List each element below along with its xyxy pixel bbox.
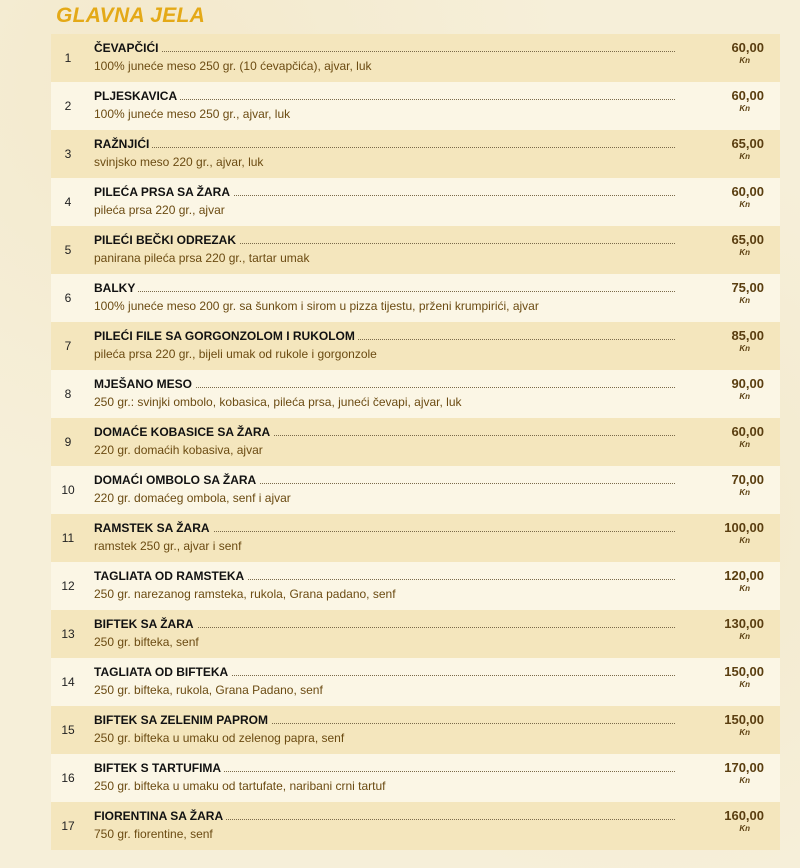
menu-item	[51, 610, 780, 658]
item-name: PILEĆA PRSA SA ŽARA	[94, 185, 231, 199]
menu-item	[51, 754, 780, 802]
menu-item	[51, 82, 780, 130]
item-description: panirana pileća prsa 220 gr., tartar umak	[94, 251, 310, 265]
item-number: 6	[64, 291, 72, 305]
item-name: PLJESKAVICA	[94, 89, 178, 103]
item-number: 1	[64, 51, 72, 65]
item-description: 250 gr. bifteka u umaku od zelenog papra, senf	[94, 731, 345, 745]
item-currency: Kn	[739, 536, 750, 545]
item-description: 100% juneće meso 250 gr. (10 ćevapčića), ajvar, luk	[94, 59, 372, 73]
menu-item	[51, 466, 780, 514]
dotted-leader	[94, 291, 675, 292]
item-currency: Kn	[739, 296, 750, 305]
item-name: ČEVAPČIĆI	[94, 41, 159, 55]
item-name: BIFTEK S TARTUFIMA	[94, 761, 222, 775]
item-price: 90,00	[731, 376, 764, 391]
item-price: 170,00	[724, 760, 764, 775]
item-currency: Kn	[739, 440, 750, 449]
item-currency: Kn	[739, 776, 750, 785]
menu-item	[51, 274, 780, 322]
menu-item	[51, 226, 780, 274]
item-number: 3	[64, 147, 72, 161]
item-currency: Kn	[739, 392, 750, 401]
menu-item	[51, 514, 780, 562]
item-description: 250 gr.: svinjki ombolo, kobasica, pileća prsa, juneći čevapi, ajvar, luk	[94, 395, 462, 409]
item-description: 100% juneće meso 200 gr. sa šunkom i sirom u pizza tijestu, prženi krumpirići, ajvar	[94, 299, 539, 313]
item-number: 8	[64, 387, 72, 401]
item-name-line	[94, 569, 675, 583]
item-name-line	[94, 473, 675, 487]
menu-list	[51, 34, 780, 850]
item-name-line	[94, 713, 675, 727]
item-currency: Kn	[739, 728, 750, 737]
item-description: 220 gr. domaćih kobasiva, ajvar	[94, 443, 263, 457]
item-currency: Kn	[739, 200, 750, 209]
menu-item	[51, 658, 780, 706]
item-description: 250 gr. bifteka, senf	[94, 635, 199, 649]
item-description: pileća prsa 220 gr., bijeli umak od rukole i gorgonzole	[94, 347, 377, 361]
item-currency: Kn	[739, 584, 750, 593]
dotted-leader	[94, 51, 675, 52]
item-name: FIORENTINA SA ŽARA	[94, 809, 224, 823]
section-title: GLAVNA JELA	[56, 4, 206, 27]
menu-item	[51, 706, 780, 754]
item-description: svinjsko meso 220 gr., ajvar, luk	[94, 155, 264, 169]
item-price: 120,00	[724, 568, 764, 583]
item-name: DOMAĆE KOBASICE SA ŽARA	[94, 425, 271, 439]
menu-item	[51, 418, 780, 466]
item-name: TAGLIATA OD BIFTEKA	[94, 665, 229, 679]
item-name: PILEĆI BEČKI ODREZAK	[94, 233, 237, 247]
item-name-line	[94, 329, 675, 343]
item-price: 60,00	[731, 184, 764, 199]
item-price: 60,00	[731, 40, 764, 55]
item-name-line	[94, 809, 675, 823]
item-name: RAŽNJIĆI	[94, 137, 150, 151]
item-number: 14	[61, 675, 75, 689]
item-name-line	[94, 89, 675, 103]
item-name-line	[94, 521, 675, 535]
item-description: 100% juneće meso 250 gr., ajvar, luk	[94, 107, 291, 121]
item-name-line	[94, 233, 675, 247]
menu-item	[51, 562, 780, 610]
item-price: 60,00	[731, 424, 764, 439]
item-price: 150,00	[724, 664, 764, 679]
item-description: 750 gr. fiorentine, senf	[94, 827, 213, 841]
item-price: 150,00	[724, 712, 764, 727]
menu-item	[51, 802, 780, 850]
item-number: 5	[64, 243, 72, 257]
item-description: pileća prsa 220 gr., ajvar	[94, 203, 225, 217]
item-name: MJEŠANO MESO	[94, 377, 193, 391]
item-price: 100,00	[724, 520, 764, 535]
item-price: 85,00	[731, 328, 764, 343]
item-price: 130,00	[724, 616, 764, 631]
item-price: 65,00	[731, 232, 764, 247]
item-price: 70,00	[731, 472, 764, 487]
item-name: BALKY	[94, 281, 136, 295]
item-name: RAMSTEK SA ŽARA	[94, 521, 210, 535]
menu-item	[51, 130, 780, 178]
item-currency: Kn	[739, 632, 750, 641]
item-price: 65,00	[731, 136, 764, 151]
item-name-line	[94, 137, 675, 151]
dotted-leader	[94, 147, 675, 148]
item-number: 13	[61, 627, 75, 641]
item-name-line	[94, 41, 675, 55]
menu-item	[51, 178, 780, 226]
item-number: 4	[64, 195, 72, 209]
item-currency: Kn	[739, 344, 750, 353]
item-name-line	[94, 617, 675, 631]
item-number: 12	[61, 579, 75, 593]
item-number: 2	[64, 99, 72, 113]
item-number: 16	[61, 771, 75, 785]
item-description: 250 gr. bifteka, rukola, Grana Padano, senf	[94, 683, 323, 697]
item-name-line	[94, 665, 675, 679]
item-number: 15	[61, 723, 75, 737]
item-description: ramstek 250 gr., ajvar i senf	[94, 539, 242, 553]
item-description: 250 gr. bifteka u umaku od tartufate, naribani crni tartuf	[94, 779, 386, 793]
item-currency: Kn	[739, 824, 750, 833]
item-price: 75,00	[731, 280, 764, 295]
item-currency: Kn	[739, 104, 750, 113]
dotted-leader	[94, 99, 675, 100]
item-name-line	[94, 185, 675, 199]
item-number: 10	[61, 483, 75, 497]
item-currency: Kn	[739, 152, 750, 161]
item-currency: Kn	[739, 56, 750, 65]
item-number: 11	[61, 531, 75, 545]
item-name: PILEĆI FILE SA GORGONZOLOM I RUKOLOM	[94, 329, 355, 343]
menu-item	[51, 34, 780, 82]
item-name-line	[94, 425, 675, 439]
item-number: 7	[64, 339, 72, 353]
item-currency: Kn	[739, 488, 750, 497]
item-name-line	[94, 281, 675, 295]
item-currency: Kn	[739, 680, 750, 689]
item-name-line	[94, 377, 675, 391]
item-number: 9	[64, 435, 72, 449]
item-price: 60,00	[731, 88, 764, 103]
menu-item	[51, 370, 780, 418]
item-number: 17	[61, 819, 75, 833]
item-name-line	[94, 761, 675, 775]
item-currency: Kn	[739, 248, 750, 257]
item-description: 250 gr. narezanog ramsteka, rukola, Grana padano, senf	[94, 587, 396, 601]
item-name: TAGLIATA OD RAMSTEKA	[94, 569, 245, 583]
item-price: 160,00	[724, 808, 764, 823]
item-name: BIFTEK SA ŽARA	[94, 617, 194, 631]
item-name: BIFTEK SA ZELENIM PAPROM	[94, 713, 268, 727]
menu-item	[51, 322, 780, 370]
item-name: DOMAĆI OMBOLO SA ŽARA	[94, 473, 257, 487]
item-description: 220 gr. domaćeg ombola, senf i ajvar	[94, 491, 291, 505]
